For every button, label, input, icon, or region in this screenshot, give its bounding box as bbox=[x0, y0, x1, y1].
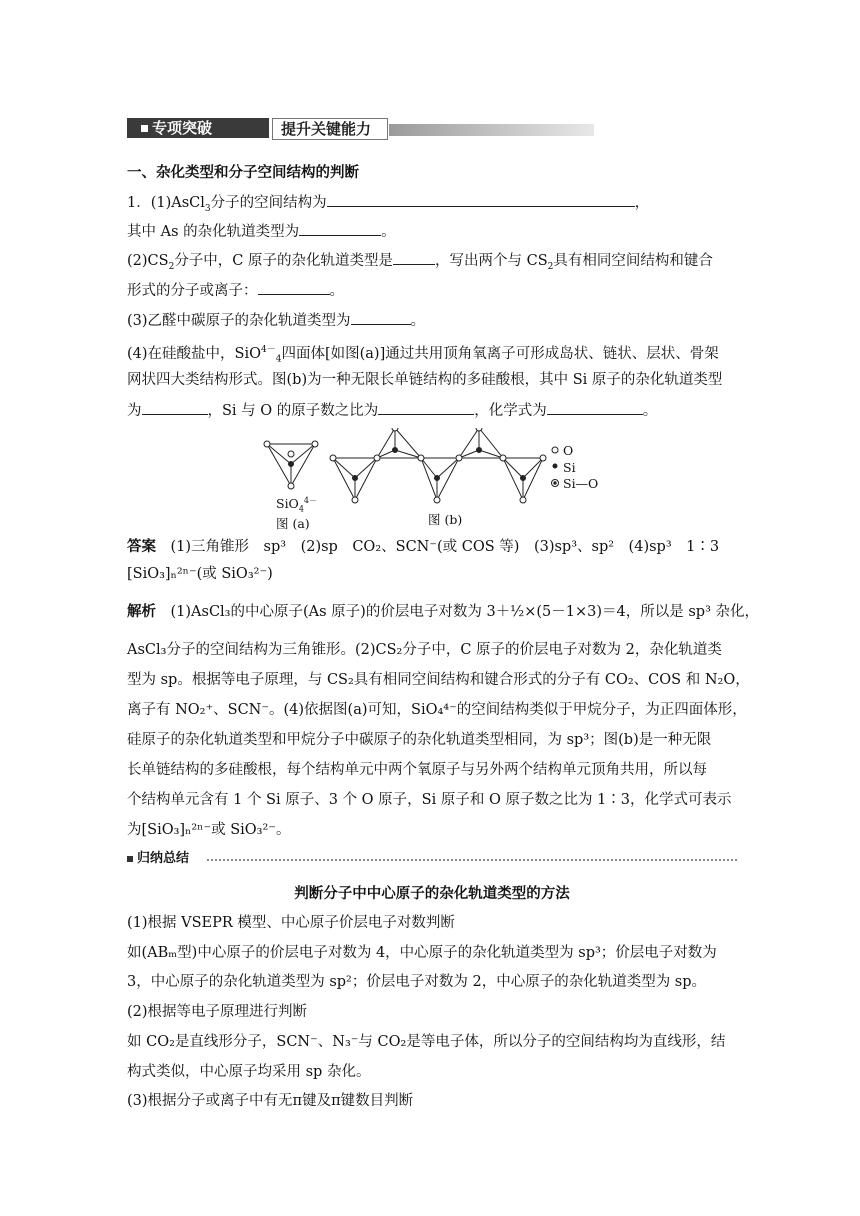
figure-a-label: 图 (a) bbox=[276, 515, 310, 531]
q-text: 。 bbox=[329, 283, 344, 299]
q-text: 分子的空间结构为 bbox=[210, 195, 327, 211]
section-banner bbox=[127, 118, 467, 142]
q-text: (2)CS bbox=[127, 253, 169, 269]
analysis-text: (1)AsCl₃的中心原子(As 原子)的价层电子对数为 3＋½×(5－1×3)＝4，所以是 sp³ 杂化， bbox=[170, 604, 759, 620]
q-text: 。 bbox=[410, 313, 426, 329]
square-bullet-icon bbox=[127, 856, 133, 862]
legend-label-o: O bbox=[563, 443, 574, 458]
question-line-8 bbox=[127, 400, 657, 421]
summary-line-7: (3)根据分子或离子中有无π键及π键数目判断 bbox=[127, 1093, 414, 1109]
answer-text: (1)三角锥形 sp³ (2)sp CO₂、SCN⁻(或 COS 等) (3)sp³、sp² (4)sp³ 1∶3 bbox=[170, 539, 720, 555]
banner-subtitle: 提升关键能力 bbox=[281, 120, 372, 138]
q-text: ，写出两个与 CS bbox=[435, 253, 548, 269]
banner-title: 专项突破 bbox=[152, 119, 213, 137]
summary-label-text: 归纳总结 bbox=[137, 851, 190, 866]
q-text: 。 bbox=[642, 403, 658, 419]
q-text: 网状四大类结构形式。图(b)为一种无限长单链结构的多硅酸根，其中 Si 原子的杂化轨道类型 bbox=[127, 372, 723, 388]
summary-line-5: 如 CO₂是直线形分子，SCN⁻、N₃⁻与 CO₂是等电子体，所以分子的空间结构均为直线形，结 bbox=[127, 1034, 726, 1050]
question-line-7 bbox=[127, 370, 722, 390]
q-text: 具有相同空间结构和键合 bbox=[553, 253, 713, 269]
question-line-3: $(2)CS_2$分子中，C 原子的杂化轨道类型是 ，写出两个与 $CS_2$具有相同空间结构和键合 bbox=[127, 250, 713, 277]
legend-labels bbox=[563, 443, 598, 493]
analysis-line-2: AsCl₃分子的空间结构为三角锥形。(2)CS₂分子中，C 原子的价层电子对数为 2，杂化轨道类 bbox=[127, 642, 722, 658]
answer-blank[interactable] bbox=[393, 250, 435, 265]
figure-b-label: 图 (b) bbox=[428, 512, 463, 527]
q-text: 为 bbox=[127, 403, 142, 419]
banner-title-box bbox=[127, 118, 269, 138]
summary-label bbox=[127, 852, 189, 866]
summary-title: 判断分子中中心原子的杂化轨道类型的方法 bbox=[294, 886, 570, 902]
analysis-line-8: 为[SiO₃]ₙ²ⁿ⁻或 SiO₃²⁻。 bbox=[127, 822, 291, 838]
chain-diagram bbox=[330, 428, 546, 503]
summary-line-3: 3，中心原子的杂化轨道类型为 sp²；价层电子对数为 2，中心原子的杂化轨道类型为 sp。 bbox=[127, 974, 707, 990]
summary-line-2: 如(ABₘ型)中心原子的价层电子对数为 4，中心原子的杂化轨道类型为 sp³；价层电子对数为 bbox=[127, 945, 717, 961]
banner-subtitle-box bbox=[272, 118, 388, 140]
q-text: 1．(1)AsCl bbox=[127, 195, 205, 211]
square-bullet-icon bbox=[141, 125, 148, 132]
summary-line-6: 构式类似，中心原子均采用 sp 杂化。 bbox=[127, 1064, 371, 1080]
answer-line-1 bbox=[127, 537, 719, 557]
q-text: ，化学式为 bbox=[474, 403, 547, 419]
legend-label-si: Si bbox=[563, 459, 576, 475]
answer-blank[interactable] bbox=[258, 280, 330, 295]
q-text: 分子中，C 原子的杂化轨道类型是 bbox=[174, 253, 394, 269]
summary-header bbox=[127, 852, 737, 866]
q-text: (3)乙醛中碳原子的杂化轨道类型为 bbox=[127, 313, 351, 329]
answer-blank[interactable] bbox=[547, 400, 643, 415]
q-text: ， bbox=[634, 195, 650, 211]
analysis-line-5: 硅原子的杂化轨道类型和甲烷分子中碳原子的杂化轨道类型相同，为 sp³；图(b)是一种无限 bbox=[127, 732, 712, 748]
figure-legend bbox=[552, 447, 559, 487]
analysis-label: 解析 bbox=[127, 604, 156, 620]
question-line-5 bbox=[127, 310, 425, 331]
question-line-4 bbox=[127, 280, 344, 301]
answer-blank[interactable] bbox=[299, 221, 381, 236]
analysis-line-4: 离子有 NO₂⁺、SCN⁻。(4)依据图(a)可知，SiO₄⁴⁻的空间结构类似于甲烷分子，为正四面体形， bbox=[127, 702, 747, 718]
answer-blank[interactable] bbox=[142, 400, 208, 415]
summary-line-1: (1)根据 VSEPR 模型、中心原子价层电子对数判断 bbox=[127, 915, 455, 931]
analysis-line-1 bbox=[127, 602, 759, 622]
figure-a-formula: SiO bbox=[276, 496, 299, 512]
summary-line-4: (2)根据等电子原理进行判断 bbox=[127, 1004, 308, 1020]
analysis-line-7: 个结构单元含有 1 个 Si 原子、3 个 O 原子，Si 原子和 O 原子数之比为 1∶3，化学式可表示 bbox=[127, 792, 732, 808]
q-text: (4)在硅酸盐中，SiO bbox=[127, 345, 261, 362]
analysis-line-3: 型为 sp。根据等电子原理，与 CS₂具有相同空间结构和键合形式的分子有 CO₂、COS 和 N₂O， bbox=[127, 672, 750, 688]
figure-a-caption: SiO$_4^{4-}$ 图 (a) bbox=[276, 496, 317, 531]
answer-blank[interactable] bbox=[378, 400, 474, 415]
q-text: ，Si 与 O 的原子数之比为 bbox=[207, 403, 379, 419]
legend-label-si-o: Si—O bbox=[563, 476, 599, 491]
answer-blank[interactable] bbox=[351, 310, 411, 325]
q-text: 。 bbox=[381, 224, 396, 240]
q-text: 形式的分子或离子： bbox=[127, 283, 258, 299]
question-line-1: 1．(1)AsCl$_3$分子的空间结构为 ， bbox=[127, 192, 649, 219]
answer-blank[interactable] bbox=[327, 192, 635, 207]
answer-line-2: [SiO₃]ₙ²ⁿ⁻(或 SiO₃²⁻) bbox=[127, 566, 273, 582]
question-line-6: (4)在硅酸盐中，SiO$^{4-}_4$四面体[如图(a)]通过共用顶角氧离子可形成岛状、链状、层状、骨架 bbox=[127, 345, 719, 365]
tetrahedron-diagram bbox=[264, 441, 318, 489]
banner-gradient-bar bbox=[389, 124, 594, 136]
q-text: 其中 As 的杂化轨道类型为 bbox=[127, 224, 300, 240]
section-heading: 一、杂化类型和分子空间结构的判断 bbox=[127, 165, 359, 181]
question-line-2 bbox=[127, 221, 396, 242]
dotted-divider bbox=[207, 859, 737, 861]
analysis-line-6: 长单链结构的多硅酸根，每个结构单元中两个氧原子与另外两个结构单元顶角共用，所以每 bbox=[127, 762, 707, 778]
answer-label: 答案 bbox=[127, 539, 156, 555]
q-text: 四面体[如图(a)]通过共用顶角氧离子可形成岛状、链状、层状、骨架 bbox=[281, 345, 719, 362]
